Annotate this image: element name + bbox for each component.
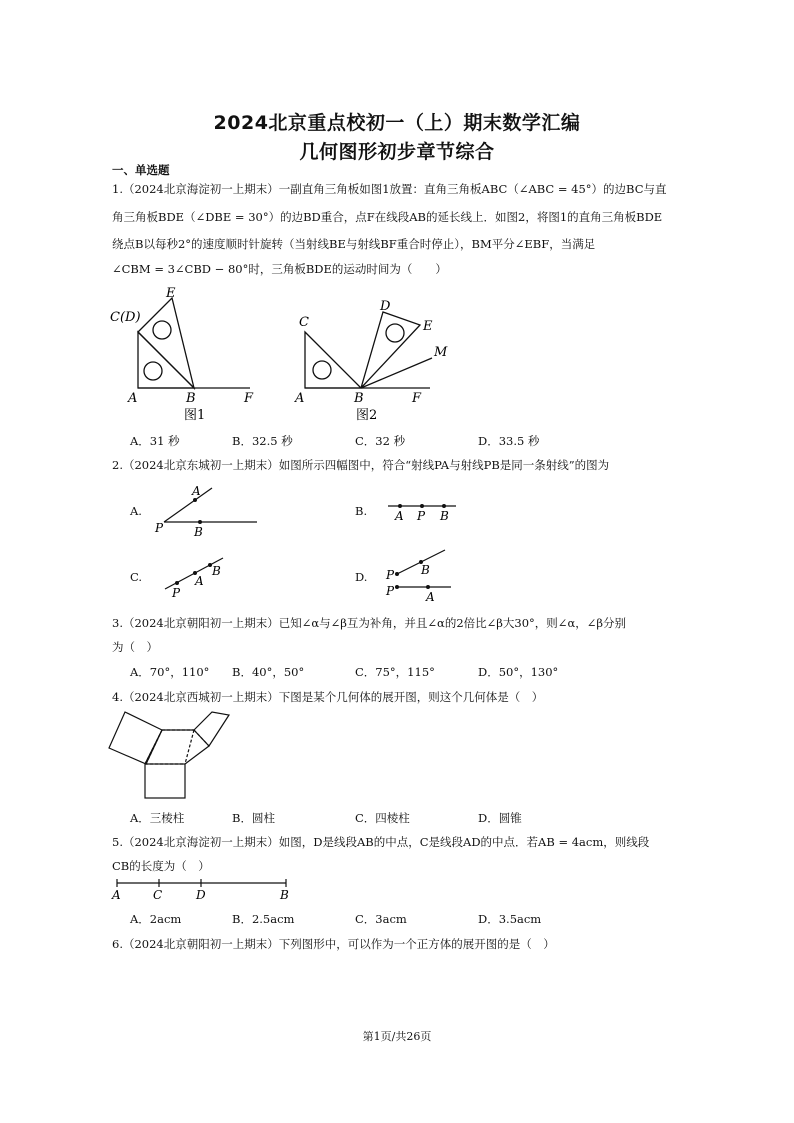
fig1-label-a: A [128, 391, 138, 406]
q1-figures [100, 280, 448, 430]
q3-line2: 为（ ） [112, 640, 158, 654]
q1-option-a: A．31 秒 [130, 434, 180, 448]
q1-line3: 绕点B以每秒2°的速度顺时针旋转（当射线BE与射线BF重合时停止），BM平分∠EBF，当满足 [112, 237, 596, 251]
q3-line1: 3.（2024北京朝阳初一上期末）已知∠α与∠β互为补角，并且∠α的2倍比∠β大30°，则∠α，∠β分别 [112, 616, 626, 630]
q1-line1: 1.（2024北京海淀初一上期末）一副直角三角板如图1放置：直角三角板ABC（∠ABC = 45°）的边BC与直 [112, 182, 667, 196]
fig2-label-d: D [380, 299, 391, 314]
fig2-label-a: A [295, 391, 305, 406]
q3-option-a: A．70°，110° [130, 665, 210, 679]
q2a-label-b: B [194, 525, 203, 539]
q3-option-c: C．75°，115° [355, 665, 435, 679]
q5-option-a: A．2acm [130, 912, 182, 926]
q2-option-d: D. [355, 570, 368, 584]
fig2-label-f: F [412, 391, 422, 406]
document-subtitle: 几何图形初步章节综合 [299, 141, 495, 163]
q2c-label-a: A [195, 574, 204, 588]
q5-line1: 5.（2024北京海淀初一上期末）如图，D是线段AB的中点，C是线段AD的中点．若AB = 4acm，则线段 [112, 835, 650, 849]
q5-label-b: B [280, 888, 289, 902]
q2d-label-p1: P [386, 568, 395, 582]
fig2-label-c: C [299, 315, 309, 330]
q5-option-b: B．2.5acm [232, 912, 295, 926]
q5-option-d: D．3.5acm [478, 912, 542, 926]
q2-figure-d [383, 545, 458, 603]
q5-label-d: D [196, 888, 206, 902]
q2-figure-c [160, 553, 235, 601]
q2b-label-a: A [395, 509, 404, 523]
q2-option-b: B. [355, 504, 368, 518]
q4-prism-net [105, 706, 240, 801]
q1-option-b: B．32.5 秒 [232, 434, 293, 448]
q2d-label-a: A [426, 590, 435, 604]
fig1-label-cd: C(D) [110, 310, 141, 325]
q5-label-a: A [112, 888, 121, 902]
q2a-label-a: A [192, 484, 201, 498]
page-footer: 第1页/共26页 [362, 1030, 432, 1043]
q2-line1: 2.（2024北京东城初一上期末）如图所示四幅图中，符合“射线PA与射线PB是同一条射线”的图为 [112, 458, 610, 472]
q3-option-d: D．50°，130° [478, 665, 559, 679]
q2a-label-p: P [155, 521, 164, 535]
q4-option-c: C．四棱柱 [355, 811, 410, 825]
document-title: 2024北京重点校初一（上）期末数学汇编 [213, 112, 581, 134]
q5-option-c: C．3acm [355, 912, 407, 926]
fig2-caption: 图2 [356, 408, 378, 423]
q5-label-c: C [153, 888, 163, 902]
q2b-label-p: P [417, 509, 426, 523]
q2b-label-b: B [440, 509, 449, 523]
q2-figure-b [380, 495, 470, 525]
fig2-label-b: B [354, 391, 364, 406]
q4-option-a: A．三棱柱 [130, 811, 185, 825]
q2c-label-p: P [172, 586, 181, 600]
q5-line2: CB的长度为（ ） [112, 859, 210, 873]
q2-option-c: C. [130, 570, 143, 584]
q4-option-d: D．圆锥 [478, 811, 522, 825]
section-heading: 一、单选题 [112, 163, 170, 177]
q1-figure-1 [138, 298, 250, 388]
q2c-label-b: B [212, 564, 221, 578]
q6-line1: 6.（2024北京朝阳初一上期末）下列图形中，可以作为一个正方体的展开图的是（ ） [112, 937, 555, 951]
fig2-label-m: M [434, 345, 448, 360]
fig1-label-b: B [186, 391, 196, 406]
q5-segment-figure [108, 874, 298, 906]
q2-option-a: A. [130, 504, 142, 518]
q1-option-c: C．32 秒 [355, 434, 406, 448]
fig1-caption: 图1 [184, 408, 206, 423]
q3-option-b: B．40°，50° [232, 665, 305, 679]
fig1-label-e: E [166, 286, 176, 301]
q1-line2: 角三角板BDE（∠DBE = 30°）的边BD重合，点F在线段AB的延长线上．如图2，将图1的直角三角板BDE [112, 210, 663, 224]
q2-figure-a [150, 478, 265, 538]
q2d-label-b: B [421, 563, 430, 577]
q4-line1: 4.（2024北京西城初一上期末）下图是某个几何体的展开图，则这个几何体是（ ） [112, 690, 544, 704]
q4-option-b: B．圆柱 [232, 811, 275, 825]
fig1-label-f: F [244, 391, 254, 406]
q2d-label-p2: P [386, 584, 395, 598]
q1-figure-2 [305, 312, 432, 388]
q1-option-d: D．33.5 秒 [478, 434, 540, 448]
fig2-label-e: E [423, 319, 433, 334]
q1-line4: ∠CBM = 3∠CBD − 80°时，三角板BDE的运动时间为（ ） [112, 262, 447, 276]
